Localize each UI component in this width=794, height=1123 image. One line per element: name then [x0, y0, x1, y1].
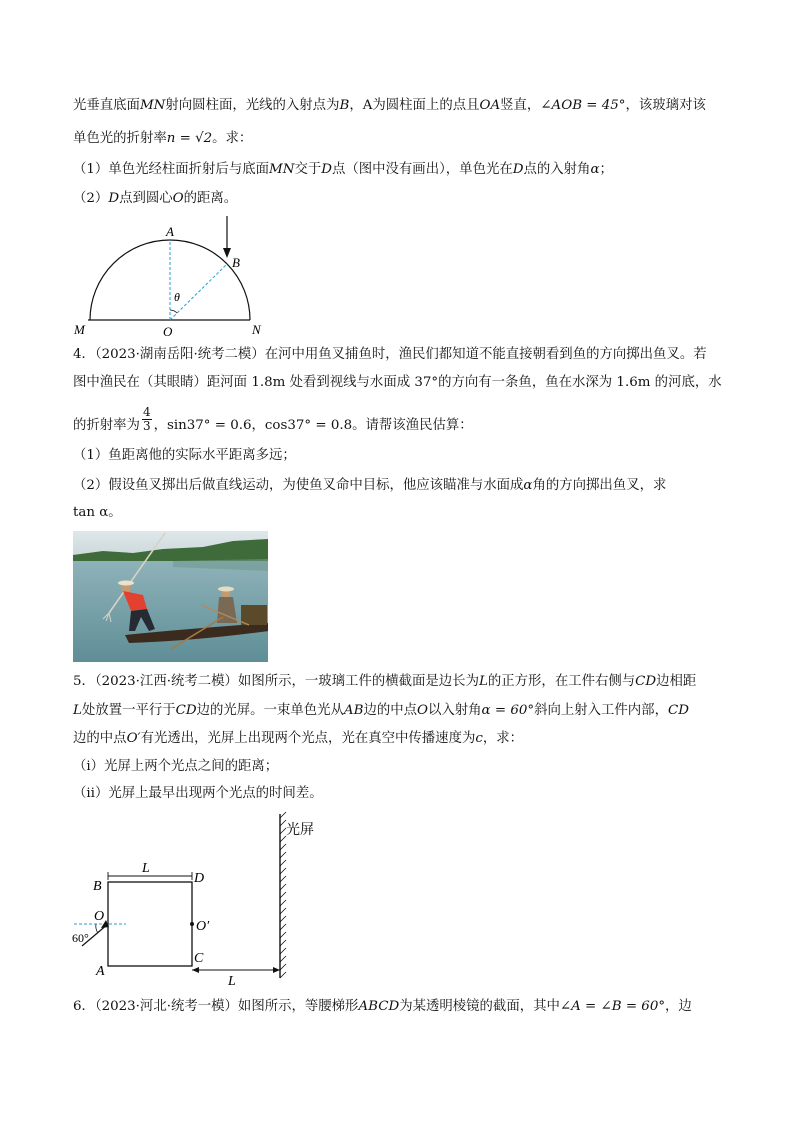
text: 边的中点: [73, 731, 127, 746]
frac-den: 3: [142, 419, 151, 433]
text: （2）: [73, 191, 109, 206]
dim-arrow-left: [192, 967, 199, 973]
text: 有光透出，光屏上出现两个光点，光在真空中传播速度为: [140, 731, 476, 746]
text: ，求：: [482, 731, 524, 746]
fisherman-photo: [73, 531, 268, 662]
text: ，: [251, 418, 265, 433]
text: ，: [153, 418, 167, 433]
var-MN: MN: [139, 98, 166, 113]
text: 以入射角: [427, 703, 482, 718]
fisher-hat: [118, 581, 134, 586]
q4-sub-1: （1）鱼距离他的实际水平距离多远；: [73, 448, 296, 463]
text: 竖直，: [500, 98, 541, 113]
label-60: 60°: [72, 931, 89, 945]
var-MN: MN: [269, 162, 295, 177]
var-D: D: [108, 191, 120, 206]
text: 处放置一平行于: [81, 703, 176, 718]
var-c: c: [475, 731, 483, 746]
text: 光垂直底面: [73, 98, 140, 113]
text: 点（图中没有画出），单色光在: [331, 162, 513, 177]
q4-sub-2: [73, 476, 666, 496]
text: 的正方形，在工件右侧与: [487, 674, 636, 689]
q4-line-3: [73, 405, 473, 439]
q5-line-2: [73, 701, 689, 721]
q3-line-2: [73, 129, 252, 149]
q3-sub-2: [73, 189, 237, 209]
var-O: O: [172, 191, 184, 206]
water: [73, 561, 268, 662]
var-Oprime: O′: [126, 731, 141, 746]
var-alpha: α: [523, 478, 533, 493]
var-ABCD: ABCD: [358, 999, 400, 1014]
text: 射向圆柱面，光线的入射点为: [165, 98, 340, 113]
label-L-bottom: L: [228, 974, 236, 985]
text: ，A为圆柱面上的点且: [349, 98, 480, 113]
var-B: B: [339, 98, 350, 113]
label-D-q5: D: [194, 871, 205, 886]
label-C-q5: C: [194, 951, 204, 966]
text: 6．（2023·河北·统考一模）如图所示，等腰梯形: [73, 999, 359, 1014]
label-B: B: [232, 255, 240, 270]
var-D: D: [321, 162, 332, 177]
ray-arrowhead: [223, 248, 231, 258]
label-B-q5: B: [93, 879, 102, 894]
q4-line-2: 图中渔民在（其眼睛）距河面 1.8m 处看到视线与水面成 37°的方向有一条鱼，鱼在水深为 1.6m 的河底，水: [73, 375, 722, 390]
text: 单色光的折射率: [73, 131, 167, 146]
theta-arc: [170, 310, 177, 313]
text: 。: [108, 505, 122, 520]
boat-cover: [241, 605, 267, 625]
text: 点到圆心: [119, 191, 173, 206]
text: 的距离。: [183, 191, 238, 206]
text: 交于: [294, 162, 322, 177]
semicircle-figure: [70, 210, 270, 340]
dim-arrow-right: [273, 967, 280, 973]
var-CD: CD: [667, 703, 689, 718]
cos-value: cos37° = 0.8: [264, 418, 353, 433]
text: 5．（2023·江西·统考二模）如图所示，一玻璃工件的横截面是边长为: [73, 674, 479, 689]
label-theta: θ: [174, 290, 180, 304]
screen-label: 光屏: [286, 823, 314, 838]
var-alpha: α: [590, 162, 600, 177]
text: 边相距: [656, 674, 697, 689]
text: 边的中点: [363, 703, 417, 718]
text: ，该玻璃对该: [625, 98, 706, 113]
fisherman-illustration: [73, 531, 268, 662]
tan-alpha: tan α: [73, 505, 109, 520]
text: ，边: [665, 999, 692, 1014]
var-CD: CD: [635, 674, 657, 689]
var-L: L: [478, 674, 488, 689]
var-OA: OA: [479, 98, 501, 113]
fraction-4-3: [142, 406, 152, 433]
q5-sub-2: （ⅱ）光屏上最早出现两个光点的时间差。: [73, 786, 323, 801]
text: 斜向上射入工件内部，: [534, 703, 668, 718]
q4-line-1: 4．（2023·湖南岳阳·统考二模）在河中用鱼叉捕鱼时，渔民们都知道不能直接朝看到鱼的方向掷出鱼叉。若: [73, 347, 707, 362]
q6-line-1: [73, 997, 692, 1017]
var-D: D: [512, 162, 524, 177]
angle-A-B: ∠A = ∠B = 60°: [559, 999, 666, 1014]
text: （2）假设鱼叉掷出后做直线运动，为使鱼叉命中目标，他应该瞄准与水面成: [73, 478, 524, 493]
label-A-q5: A: [96, 964, 105, 979]
q4-sub-2-cont: [73, 503, 122, 523]
glass-square-figure: [68, 810, 368, 985]
label-A: A: [166, 224, 174, 239]
label-N: N: [252, 322, 261, 337]
woman-hat: [218, 587, 234, 592]
q5-sub-1: （ⅰ）光屏上两个光点之间的距离；: [73, 759, 279, 774]
var-AB: AB: [343, 703, 364, 718]
angle-arc-60: [96, 924, 98, 933]
q3-sub-1: [73, 160, 613, 180]
refraction-index: n = √2: [166, 131, 213, 146]
label-O-q5: O: [94, 909, 105, 924]
point-Oprime: [190, 922, 194, 926]
text: ；: [599, 162, 613, 177]
q3-line-1: [73, 96, 706, 116]
text: 。求：: [212, 131, 253, 146]
var-L: L: [73, 703, 82, 718]
text: 角的方向掷出鱼叉，求: [532, 478, 667, 493]
incidence-angle: α = 60°: [481, 703, 535, 718]
text: 边的光屏。一束单色光从: [196, 703, 344, 718]
text: 点的入射角: [523, 162, 591, 177]
frac-num: 4: [142, 405, 151, 419]
text: 为某透明棱镜的截面，其中: [399, 999, 560, 1014]
angle-AOB: ∠AOB = 45°: [540, 98, 626, 113]
text: 。请帮该渔民估算：: [352, 418, 473, 433]
label-Oprime-q5: O′: [196, 919, 210, 934]
text: （1）单色光经柱面折射后与底面: [73, 162, 269, 177]
label-M: M: [74, 322, 85, 337]
q5-line-3: [73, 729, 523, 749]
sin-value: sin37° = 0.6: [166, 418, 252, 433]
var-O: O: [417, 703, 428, 718]
q5-line-1: [73, 672, 696, 692]
label-O: O: [163, 324, 173, 339]
text: 的折射率为: [73, 418, 140, 433]
var-CD: CD: [175, 703, 197, 718]
label-L-top: L: [142, 861, 150, 876]
